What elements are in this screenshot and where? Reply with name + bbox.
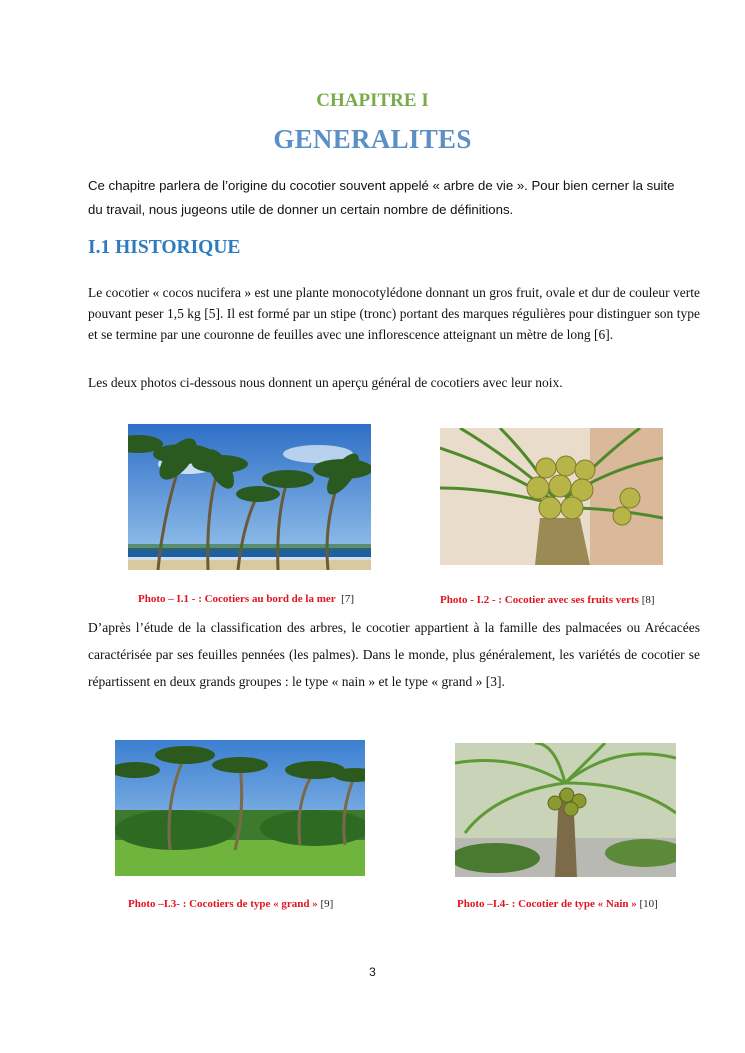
caption-text: Photo - I.2 - : Cocotier avec ses fruits verts [440, 594, 639, 606]
caption-text: Photo – I.1 - : Cocotiers au bord de la mer [138, 593, 336, 605]
caption-reference: [10] [639, 898, 658, 910]
photo-dwarf-palm [455, 743, 676, 877]
photo-2-caption [440, 594, 655, 606]
chapter-label: CHAPITRE I [316, 90, 429, 111]
paragraph-2: Les deux photos ci-dessous nous donnent un aperçu général de cocotiers avec leur noix. [88, 375, 563, 390]
paragraph-3: D’après l’étude de la classification des arbres, le cocotier appartient à la famille des palmacées ou Arécacées caractérisée par ses feuilles pennées (les palmes). Dans le monde, plus généralement, les variétés de cocotier se répartissent en deux grands groupes : le type « nain » et le type « grand » [3]. [88, 620, 700, 689]
intro-paragraph: Ce chapitre parlera de l’origine du cocotier souvent appelé « arbre de vie ». Pour bien cerner la suite du travail, nous jugeons utile de donner un certain nombre de définitions. [88, 178, 675, 217]
photo-4-caption [457, 898, 658, 910]
caption-reference: [9] [320, 898, 334, 910]
photo-3-caption [128, 898, 333, 910]
paragraph-1: Le cocotier « cocos nucifera » est une plante monocotylédone donnant un gros fruit, ovale et dur de couleur verte pouvant peser 1,5 kg [5]. Il est formé par un stipe (tronc) portant des marques régulières pour distinguer son type et se termine par une couronne de feuilles avec une inflorescence atteignant un mètre de long [6]. [88, 285, 700, 342]
photo-green-coconuts [440, 428, 663, 565]
section-heading: I.1 HISTORIQUE [88, 237, 241, 258]
caption-reference: [7] [341, 593, 354, 605]
photo-palms-seaside [128, 424, 371, 570]
photo-1-caption [138, 593, 354, 605]
caption-text: Photo –I.3- : Cocotiers de type « grand » [128, 898, 318, 910]
caption-reference: [8] [641, 594, 655, 606]
caption-text: Photo –I.4- : Cocotier de type « Nain » [457, 898, 637, 910]
page-number: 3 [369, 965, 376, 979]
photo-tall-palms [115, 740, 365, 876]
page-title: GENERALITES [273, 124, 472, 154]
